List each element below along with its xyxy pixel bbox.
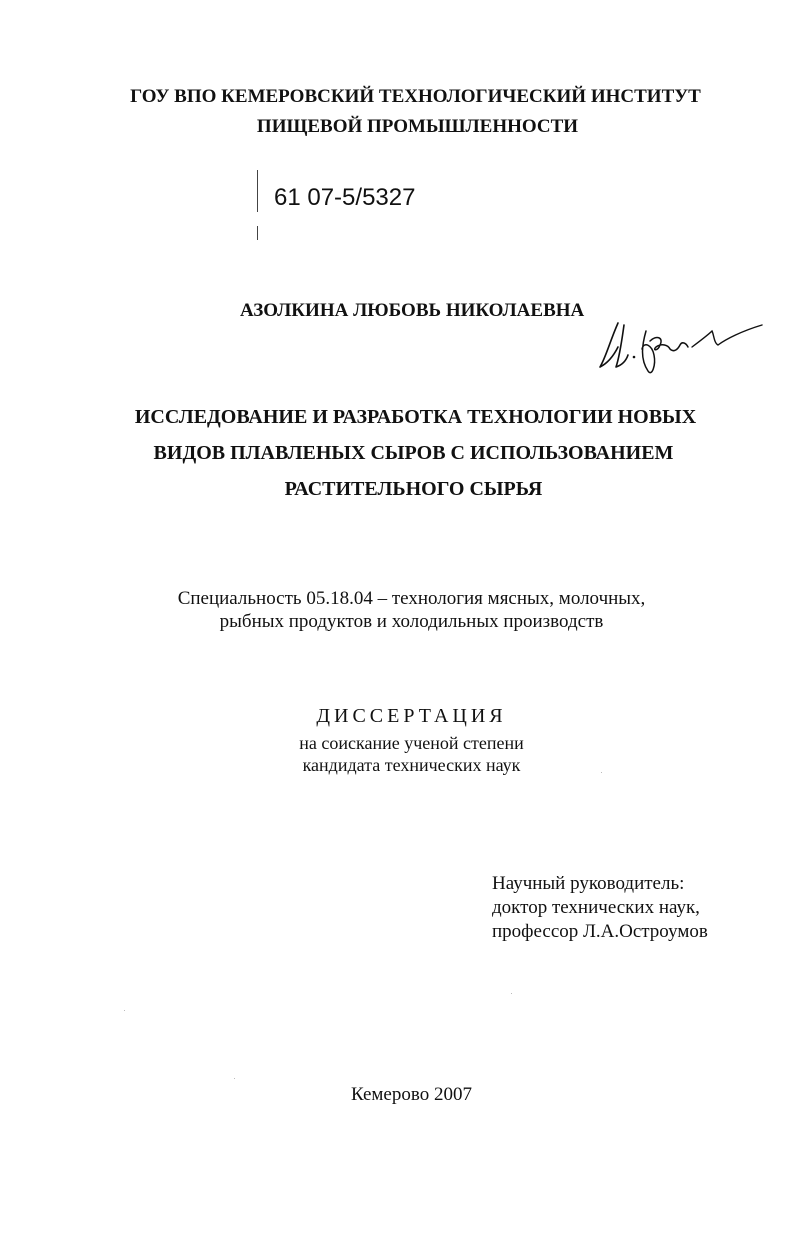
- supervisor-name: профессор Л.А.Остроумов: [492, 921, 708, 942]
- city-year: Кемерово 2007: [351, 1084, 472, 1105]
- thesis-title-line-3: РАСТИТЕЛЬНОГО СЫРЬЯ: [284, 478, 543, 500]
- dissertation-degree-line-1: на соискание ученой степени: [299, 733, 524, 753]
- specialty-line-2: рыбных продуктов и холодильных производств: [219, 611, 604, 632]
- dissertation-degree-line-2: кандидата технических наук: [302, 755, 521, 775]
- scan-speck: [511, 993, 512, 994]
- stamp-bar-top: [257, 170, 258, 212]
- thesis-title-line-2: ВИДОВ ПЛАВЛЕНЫХ СЫРОВ С ИСПОЛЬЗОВАНИЕМ: [153, 442, 674, 464]
- scan-speck: [601, 772, 602, 773]
- supervisor-degree: доктор технических наук,: [492, 897, 700, 918]
- signature-icon: [596, 305, 766, 385]
- scan-speck: [124, 1010, 125, 1011]
- institution-line-2: ПИЩЕВОЙ ПРОМЫШЛЕННОСТИ: [256, 116, 579, 137]
- supervisor-label: Научный руководитель:: [492, 873, 685, 894]
- scan-speck: [234, 1078, 235, 1079]
- thesis-title-line-1: ИССЛЕДОВАНИЕ И РАЗРАБОТКА ТЕХНОЛОГИИ НОВЫХ: [134, 406, 697, 428]
- institution-line-1: ГОУ ВПО КЕМЕРОВСКИЙ ТЕХНОЛОГИЧЕСКИЙ ИНСТИТУТ: [130, 86, 701, 107]
- dissertation-heading: ДИССЕРТАЦИЯ: [316, 705, 507, 727]
- specialty-line-1: Специальность 05.18.04 – технология мясных, молочных,: [177, 588, 646, 609]
- library-stamp-code: 61 07-5/5327: [274, 184, 416, 211]
- stamp-bar-bottom: [257, 226, 258, 240]
- author-name: АЗОЛКИНА ЛЮБОВЬ НИКОЛАЕВНА: [240, 300, 585, 321]
